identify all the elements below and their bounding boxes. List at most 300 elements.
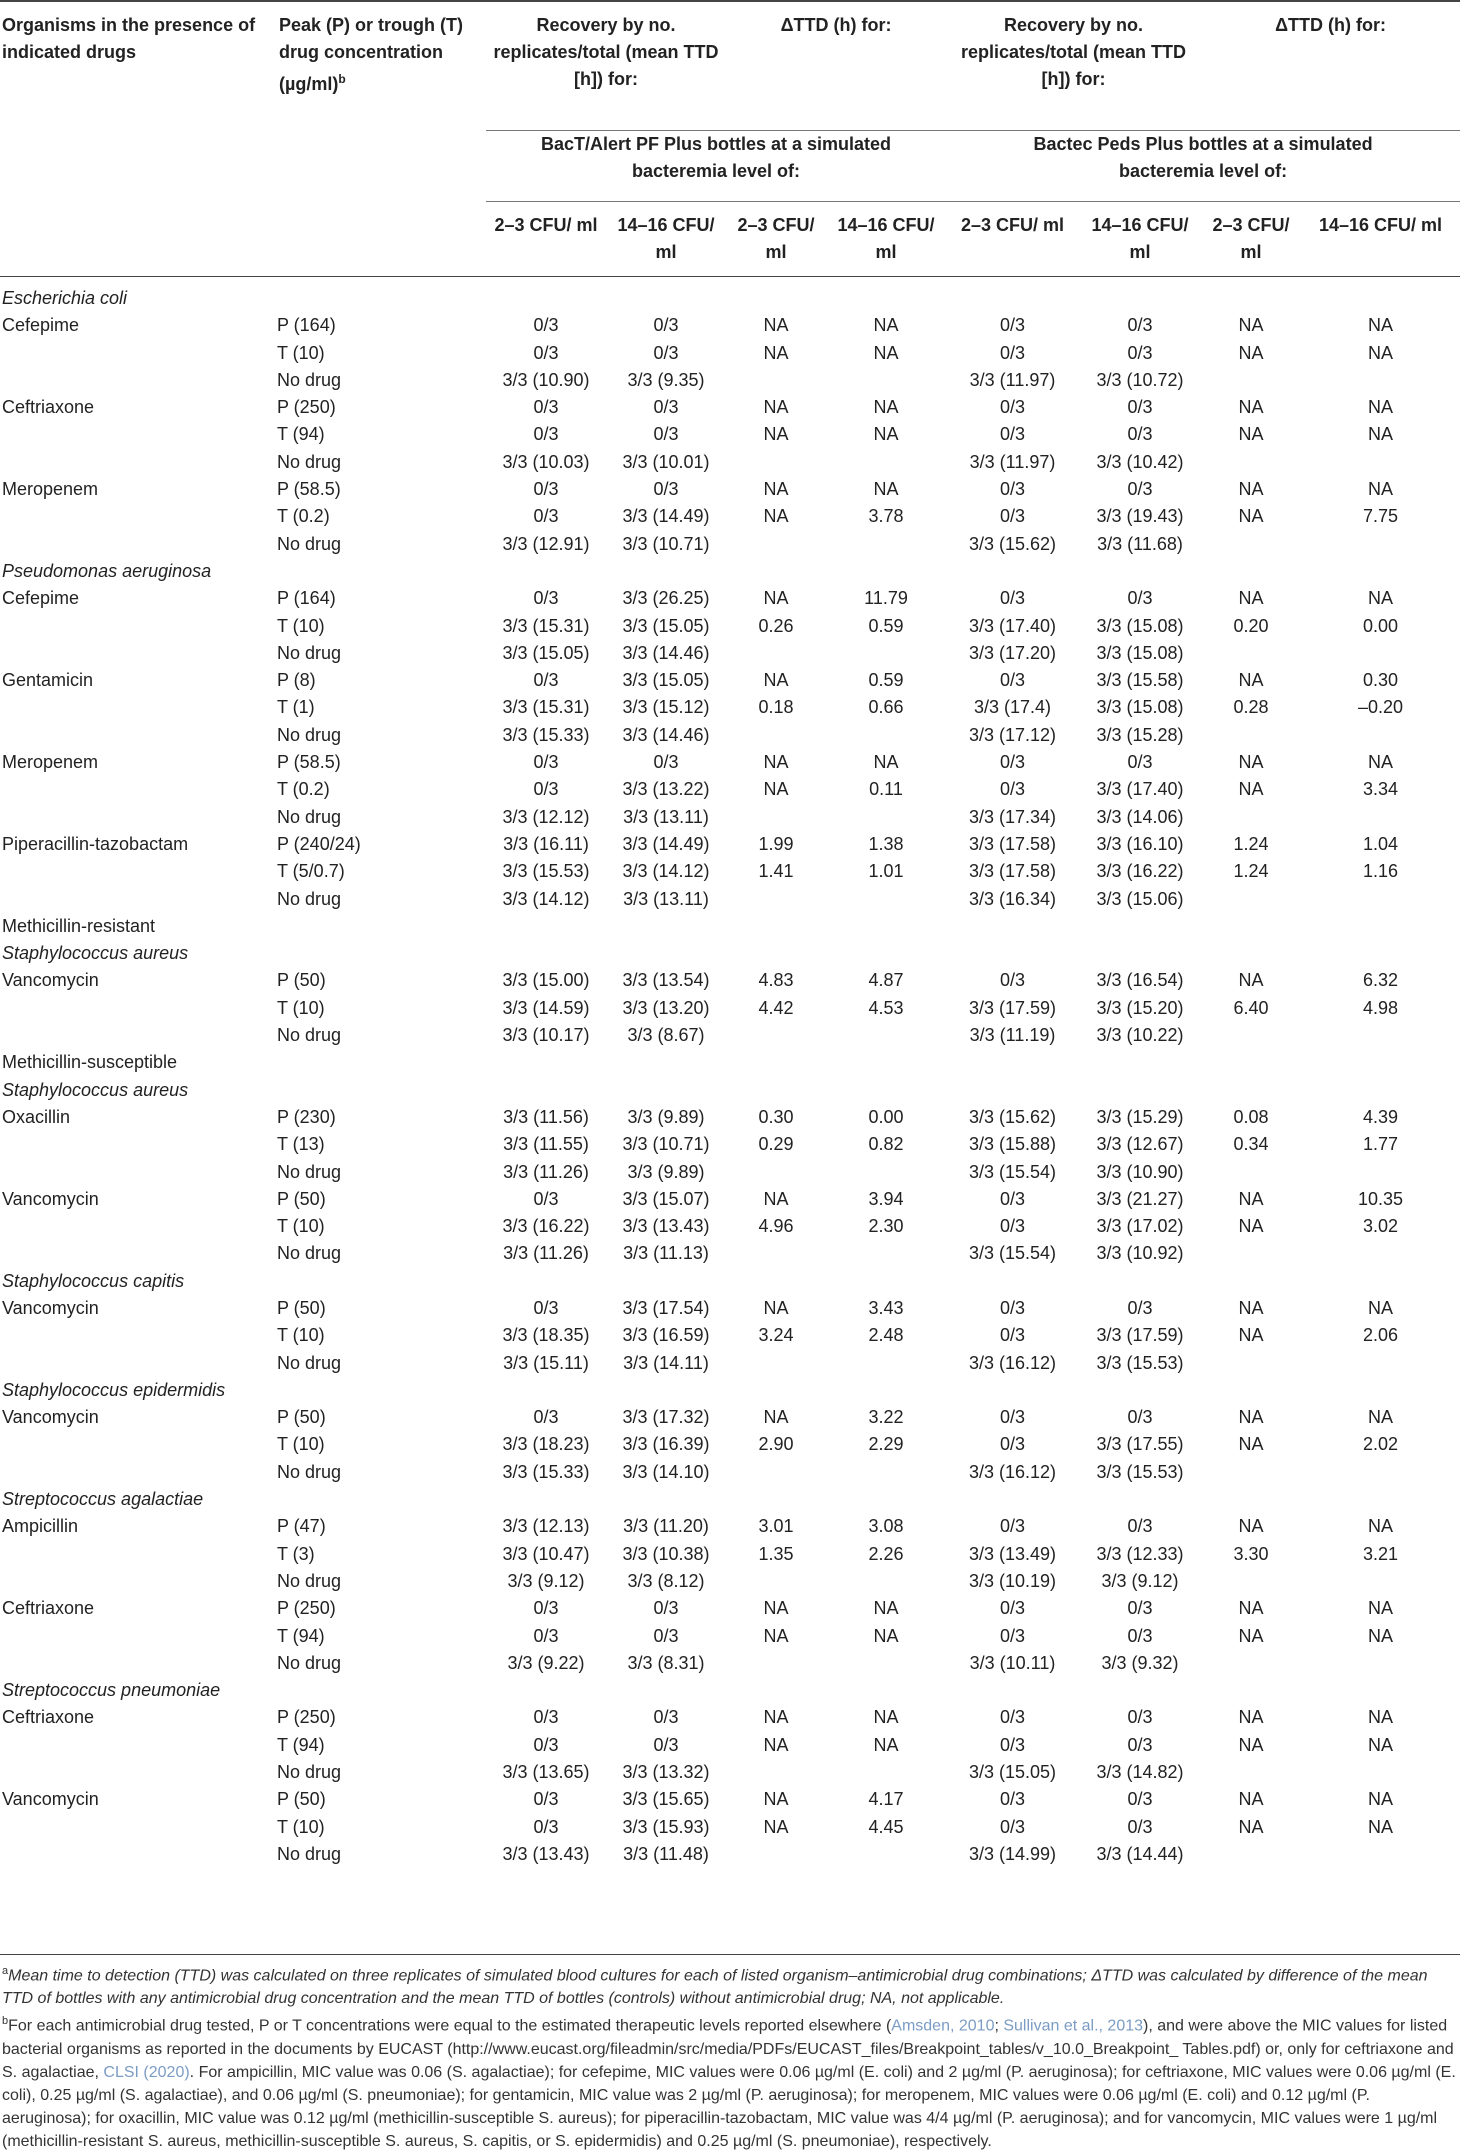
drug-concentration: No drug [277, 451, 342, 472]
value-cell: 3.21 [1363, 1543, 1399, 1564]
value-cell: 0/3 [1000, 1325, 1026, 1346]
drug-concentration: P (58.5) [277, 479, 341, 500]
value-cell: 3.43 [868, 1297, 904, 1318]
value-cell: 3/3 (17.12) [968, 724, 1057, 745]
value-cell: 3/3 (16.39) [622, 1434, 710, 1455]
organism-row [0, 285, 1460, 312]
drug-name [0, 1431, 277, 1458]
value-cell: NA [1238, 1789, 1264, 1810]
value-cell: 1.41 [758, 861, 794, 882]
value-cell [726, 1022, 826, 1049]
drug-concentration: T (10) [277, 1325, 325, 1346]
value-cell: 3/3 (17.59) [968, 997, 1057, 1018]
value-cell: 3/3 (10.22) [1096, 1025, 1184, 1046]
value-cell: 3/3 (16.11) [503, 833, 589, 854]
value-cell: NA [763, 588, 789, 609]
value-cell: NA [873, 1734, 899, 1755]
value-cell: 0/3 [1000, 1816, 1026, 1837]
value-cell: NA [1238, 1598, 1264, 1619]
value-cell [1201, 531, 1301, 558]
value-cell: 3/3 (11.26) [503, 1161, 589, 1182]
drug-name [0, 1022, 277, 1049]
value-cell: 3/3 (13.32) [622, 1762, 710, 1783]
value-cell: 3/3 (12.33) [1096, 1543, 1184, 1564]
value-cell: NA [1368, 1734, 1394, 1755]
drug-concentration: P (50) [277, 970, 326, 991]
value-cell: 0/3 [1000, 1188, 1026, 1209]
drug-concentration: No drug [277, 724, 342, 745]
table-row [0, 449, 1460, 476]
value-cell: 3/3 (17.4) [973, 697, 1052, 718]
value-cell: 0/3 [533, 315, 559, 336]
value-cell: 2.26 [868, 1543, 904, 1564]
value-cell: 0/3 [1127, 1816, 1153, 1837]
table-header [0, 1, 1460, 277]
value-cell: NA [763, 1707, 789, 1728]
drug-name [0, 1623, 277, 1650]
value-cell: 0/3 [653, 1598, 679, 1619]
value-cell: NA [1368, 397, 1394, 418]
table-row [0, 1513, 1460, 1540]
table-row [0, 1295, 1460, 1322]
drug-concentration: P (8) [277, 670, 316, 691]
header-dttd-bactec: ΔTTD (h) for: [1201, 1, 1460, 131]
value-cell: 0/3 [653, 424, 679, 445]
value-cell: 4.83 [758, 970, 794, 991]
value-cell: 0/3 [1127, 1297, 1153, 1318]
value-cell: 3/3 (11.97) [969, 369, 1056, 390]
table-row [0, 1732, 1460, 1759]
value-cell: NA [763, 1297, 789, 1318]
drug-name: Vancomycin [2, 1188, 99, 1209]
drug-name [0, 1814, 277, 1841]
value-cell: 0/3 [533, 588, 559, 609]
value-cell: NA [763, 1598, 789, 1619]
value-cell: 0.28 [1233, 697, 1269, 718]
value-cell [826, 722, 946, 749]
value-cell: 3/3 (21.27) [1096, 1188, 1184, 1209]
value-cell: 3/3 (16.34) [968, 888, 1057, 909]
drug-concentration: No drug [277, 533, 342, 554]
value-cell [1301, 1841, 1460, 1868]
value-cell: NA [1368, 752, 1394, 773]
value-cell: 0.34 [1233, 1134, 1269, 1155]
drug-concentration: P (250) [277, 397, 336, 418]
value-cell [1201, 449, 1301, 476]
value-cell: 6.40 [1233, 997, 1269, 1018]
value-cell: 3/3 (15.05) [622, 615, 710, 636]
value-cell: 11.79 [864, 588, 908, 609]
value-cell: 3/3 (26.25) [622, 588, 710, 609]
value-cell: 3/3 (10.11) [969, 1652, 1056, 1673]
value-cell: 3/3 (10.38) [622, 1543, 710, 1564]
drug-concentration: P (47) [277, 1516, 326, 1537]
value-cell: NA [1238, 1516, 1264, 1537]
table-row [0, 967, 1460, 994]
value-cell: 3/3 (15.12) [622, 697, 710, 718]
table-row [0, 1131, 1460, 1158]
value-cell: 3/3 (14.44) [1096, 1843, 1184, 1864]
drug-name: Meropenem [2, 752, 99, 773]
table-row [0, 1704, 1460, 1731]
value-cell [726, 1759, 826, 1786]
value-cell: 3/3 (15.53) [502, 861, 590, 882]
value-cell [826, 1350, 946, 1377]
value-cell [1301, 1568, 1460, 1595]
drug-name [0, 449, 277, 476]
value-cell: 0/3 [1000, 1707, 1026, 1728]
drug-name: Meropenem [2, 479, 99, 500]
value-cell: 0.08 [1233, 1106, 1269, 1127]
value-cell [826, 449, 946, 476]
value-cell: NA [873, 342, 899, 363]
drug-name: Vancomycin [2, 1297, 99, 1318]
value-cell: 1.16 [1363, 861, 1399, 882]
organism-row [0, 1486, 1460, 1513]
value-cell: 4.39 [1363, 1106, 1399, 1127]
value-cell [1301, 1022, 1460, 1049]
header-concentration: Peak (P) or trough (T) drug concentration $(\mu g/ml)^b$ [277, 1, 486, 277]
value-cell: 3/3 (19.43) [1096, 506, 1184, 527]
header-recovery-bact: Recovery by no. replicates/total (mean TTD [h]) for: [486, 1, 726, 131]
table-row [0, 1159, 1460, 1186]
value-cell: 3/3 (10.71) [622, 1134, 710, 1155]
value-cell: 3/3 (17.58) [968, 833, 1057, 854]
organism-row [0, 1049, 1460, 1076]
value-cell: 3/3 (15.58) [1096, 670, 1184, 691]
value-cell: 3/3 (17.34) [968, 806, 1057, 827]
value-cell: NA [1238, 970, 1264, 991]
citation-link[interactable]: CLSI (2020) [103, 2063, 190, 2081]
value-cell: NA [763, 506, 789, 527]
value-cell: 0/3 [1000, 970, 1026, 991]
value-cell [726, 531, 826, 558]
value-cell: 0.26 [758, 615, 794, 636]
drug-concentration: P (58.5) [277, 752, 341, 773]
header-level-low: 2–3 CFU/ ml [726, 202, 826, 277]
drug-name: Ceftriaxone [2, 1598, 95, 1619]
table-row [0, 531, 1460, 558]
value-cell: 0/3 [1127, 1789, 1153, 1810]
value-cell [1301, 886, 1460, 913]
drug-name: Vancomycin [2, 1407, 99, 1428]
table-row [0, 1104, 1460, 1131]
value-cell: 3/3 (11.20) [623, 1516, 709, 1537]
value-cell [826, 1159, 946, 1186]
value-cell: NA [1238, 588, 1264, 609]
drug-name: Gentamicin [2, 670, 94, 691]
drug-concentration: P (164) [277, 315, 336, 336]
value-cell [826, 1841, 946, 1868]
value-cell: 0/3 [533, 1598, 559, 1619]
value-cell: 3/3 (18.23) [502, 1434, 590, 1455]
value-cell: 0/3 [653, 1734, 679, 1755]
value-cell: 0/3 [1127, 1625, 1153, 1646]
table-body [0, 277, 1460, 1869]
table-row [0, 476, 1460, 503]
table-row [0, 340, 1460, 367]
value-cell: NA [763, 1816, 789, 1837]
value-cell: 3/3 (11.56) [503, 1106, 589, 1127]
drug-name [0, 1732, 277, 1759]
value-cell: 0/3 [1127, 752, 1153, 773]
header-bact-alert: BacT/Alert PF Plus bottles at a simulated bacteremia level of: [486, 131, 946, 202]
value-cell: 0/3 [1127, 1734, 1153, 1755]
drug-name [0, 1759, 277, 1786]
drug-name [0, 1322, 277, 1349]
value-cell: 0/3 [1127, 315, 1153, 336]
value-cell: 3/3 (11.48) [623, 1843, 709, 1864]
value-cell: 3/3 (15.06) [1096, 888, 1184, 909]
header-recovery-bactec: Recovery by no. replicates/total (mean TTD [h]) for: [946, 1, 1201, 131]
value-cell: NA [1368, 479, 1394, 500]
value-cell: 3/3 (12.91) [502, 533, 590, 554]
value-cell [726, 1650, 826, 1677]
value-cell: 0.29 [758, 1134, 794, 1155]
value-cell: NA [763, 342, 789, 363]
drug-name: Ceftriaxone [2, 397, 95, 418]
value-cell: 3/3 (15.33) [502, 1461, 590, 1482]
value-cell: 3/3 (15.08) [1096, 615, 1184, 636]
value-cell: NA [1238, 1188, 1264, 1209]
value-cell: NA [1368, 1816, 1394, 1837]
value-cell: –0.20 [1358, 697, 1404, 718]
value-cell: 0/3 [1000, 752, 1026, 773]
value-cell: 3/3 (9.12) [1101, 1570, 1179, 1591]
header-dttd-bact: ΔTTD (h) for: [726, 1, 946, 131]
table-row [0, 585, 1460, 612]
value-cell [726, 640, 826, 667]
drug-name: Cefepime [2, 588, 80, 609]
table-row [0, 1595, 1460, 1622]
value-cell: 0/3 [1000, 1625, 1026, 1646]
drug-concentration: P (50) [277, 1297, 326, 1318]
value-cell: 3/3 (16.10) [1096, 833, 1184, 854]
value-cell: 3/3 (13.11) [623, 888, 709, 909]
drug-name [0, 531, 277, 558]
value-cell: 2.06 [1363, 1325, 1399, 1346]
value-cell: 3/3 (16.59) [622, 1325, 710, 1346]
value-cell: 0/3 [1000, 1434, 1026, 1455]
drug-name [0, 1131, 277, 1158]
value-cell: 3/3 (10.03) [502, 451, 590, 472]
table-row [0, 1404, 1460, 1431]
value-cell: NA [1368, 1789, 1394, 1810]
value-cell [726, 1159, 826, 1186]
value-cell: 0.30 [1363, 670, 1399, 691]
drug-name [0, 776, 277, 803]
value-cell: 3/3 (10.71) [622, 533, 710, 554]
drug-concentration: T (0.2) [277, 506, 330, 527]
value-cell: 3/3 (10.19) [968, 1570, 1057, 1591]
organism-row [0, 1677, 1460, 1704]
value-cell: 6.32 [1363, 970, 1399, 991]
value-cell: 3/3 (14.49) [622, 833, 710, 854]
value-cell: 3/3 (17.02) [1096, 1216, 1184, 1237]
value-cell: 0/3 [1127, 588, 1153, 609]
value-cell: 3/3 (17.20) [968, 642, 1057, 663]
value-cell: 0.00 [1363, 615, 1399, 636]
value-cell: 3/3 (10.90) [1096, 1161, 1184, 1182]
value-cell [726, 449, 826, 476]
drug-concentration: T (13) [277, 1134, 325, 1155]
value-cell: 3/3 (9.89) [627, 1161, 705, 1182]
value-cell: 4.53 [868, 997, 904, 1018]
value-cell: 1.24 [1233, 861, 1269, 882]
table-row [0, 640, 1460, 667]
value-cell: NA [873, 752, 899, 773]
drug-name [0, 613, 277, 640]
value-cell: 0/3 [1127, 424, 1153, 445]
value-cell [726, 1568, 826, 1595]
value-cell: 3/3 (14.82) [1096, 1762, 1184, 1783]
drug-name [0, 1650, 277, 1677]
value-cell [1201, 1159, 1301, 1186]
value-cell: 3/3 (13.43) [622, 1216, 710, 1237]
organism-name: Methicillin-resistant [2, 915, 156, 936]
value-cell: NA [763, 479, 789, 500]
citation-link[interactable]: Sullivan et al., 2013 [1003, 2017, 1144, 2035]
drug-name: Vancomycin [2, 1789, 99, 1810]
value-cell: 0/3 [1000, 779, 1026, 800]
value-cell: 3/3 (14.49) [622, 506, 710, 527]
value-cell: 3/3 (15.07) [622, 1188, 710, 1209]
value-cell [1201, 1022, 1301, 1049]
value-cell: NA [763, 1789, 789, 1810]
value-cell: 0/3 [1000, 397, 1026, 418]
value-cell: NA [873, 1598, 899, 1619]
value-cell: 3/3 (14.59) [502, 997, 590, 1018]
value-cell: NA [873, 397, 899, 418]
drug-name [0, 1159, 277, 1186]
drug-name [0, 1568, 277, 1595]
header-level-low: 2–3 CFU/ ml [946, 202, 1079, 277]
value-cell [1301, 449, 1460, 476]
value-cell: 0/3 [533, 342, 559, 363]
value-cell [1201, 1240, 1301, 1267]
value-cell: 0/3 [533, 479, 559, 500]
value-cell: 3/3 (10.72) [1096, 369, 1184, 390]
drug-concentration: T (5/0.7) [277, 861, 345, 882]
value-cell: 3.08 [868, 1516, 904, 1537]
value-cell: 4.17 [868, 1789, 904, 1810]
value-cell: NA [763, 1188, 789, 1209]
table-row [0, 1240, 1460, 1267]
header-level-high: 14–16 CFU/ ml [1301, 202, 1460, 277]
value-cell [1201, 722, 1301, 749]
drug-concentration: No drug [277, 1570, 342, 1591]
drug-concentration: T (3) [277, 1543, 315, 1564]
organism-name: Streptococcus pneumoniae [2, 1680, 221, 1701]
drug-name [0, 1213, 277, 1240]
drug-concentration: T (10) [277, 342, 325, 363]
value-cell: 3/3 (17.58) [968, 861, 1057, 882]
table-bottom-rule [0, 1954, 1460, 1955]
value-cell: 3/3 (14.11) [623, 1352, 709, 1373]
value-cell: 3/3 (9.32) [1101, 1652, 1179, 1673]
table-row [0, 667, 1460, 694]
table-row [0, 1022, 1460, 1049]
value-cell: 3/3 (15.31) [502, 697, 590, 718]
organism-name: Staphylococcus aureus [2, 1079, 189, 1100]
drug-concentration: P (230) [277, 1106, 336, 1127]
value-cell: 0/3 [533, 424, 559, 445]
table-row [0, 394, 1460, 421]
value-cell [826, 1022, 946, 1049]
organism-row [0, 1377, 1460, 1404]
drug-concentration: No drug [277, 1352, 342, 1373]
value-cell: 3.78 [868, 506, 904, 527]
value-cell: 3/3 (9.12) [507, 1570, 585, 1591]
value-cell: 3/3 (18.35) [502, 1325, 590, 1346]
value-cell: NA [1368, 1516, 1394, 1537]
value-cell: 0/3 [653, 315, 679, 336]
drug-concentration: T (94) [277, 424, 325, 445]
value-cell: 0/3 [1127, 1707, 1153, 1728]
value-cell: NA [1238, 779, 1264, 800]
value-cell: NA [1238, 1407, 1264, 1428]
value-cell: 0/3 [1000, 1789, 1026, 1810]
drug-name [0, 722, 277, 749]
value-cell [1301, 1650, 1460, 1677]
table-row [0, 1459, 1460, 1486]
drug-name [0, 694, 277, 721]
organism-row [0, 940, 1460, 967]
value-cell: 3/3 (13.20) [622, 997, 710, 1018]
value-cell: 4.96 [758, 1216, 794, 1237]
value-cell: 3/3 (14.46) [622, 724, 710, 745]
value-cell: 3/3 (10.01) [622, 451, 710, 472]
value-cell: 0.18 [758, 697, 794, 718]
drug-name [0, 640, 277, 667]
value-cell [826, 1240, 946, 1267]
value-cell [1301, 1159, 1460, 1186]
drug-name [0, 421, 277, 448]
value-cell [726, 722, 826, 749]
value-cell: 0.59 [868, 670, 904, 691]
citation-link[interactable]: Amsden, 2010 [891, 2017, 995, 2035]
drug-concentration: No drug [277, 369, 342, 390]
value-cell: 3/3 (15.05) [502, 642, 590, 663]
value-cell: 0/3 [533, 1297, 559, 1318]
value-cell: 0.66 [868, 697, 904, 718]
value-cell: 0/3 [653, 752, 679, 773]
value-cell: 0/3 [1127, 397, 1153, 418]
value-cell: 0/3 [1000, 479, 1026, 500]
drug-concentration: T (94) [277, 1625, 325, 1646]
value-cell [726, 886, 826, 913]
table-row [0, 1650, 1460, 1677]
drug-concentration: No drug [277, 1461, 342, 1482]
drug-concentration: P (164) [277, 588, 336, 609]
value-cell [1301, 1240, 1460, 1267]
value-cell [826, 1459, 946, 1486]
value-cell: 0/3 [533, 1789, 559, 1810]
value-cell: NA [1368, 588, 1394, 609]
drug-name [0, 804, 277, 831]
value-cell: 1.99 [758, 833, 794, 854]
drug-concentration: No drug [277, 806, 342, 827]
value-cell: 4.87 [868, 970, 904, 991]
value-cell: 3/3 (15.53) [1096, 1461, 1184, 1482]
value-cell: 0/3 [653, 479, 679, 500]
table-row [0, 858, 1460, 885]
value-cell: 2.30 [868, 1216, 904, 1237]
value-cell: 3/3 (13.22) [622, 779, 710, 800]
value-cell [1301, 1350, 1460, 1377]
value-cell: NA [763, 752, 789, 773]
value-cell: 0.82 [868, 1134, 904, 1155]
